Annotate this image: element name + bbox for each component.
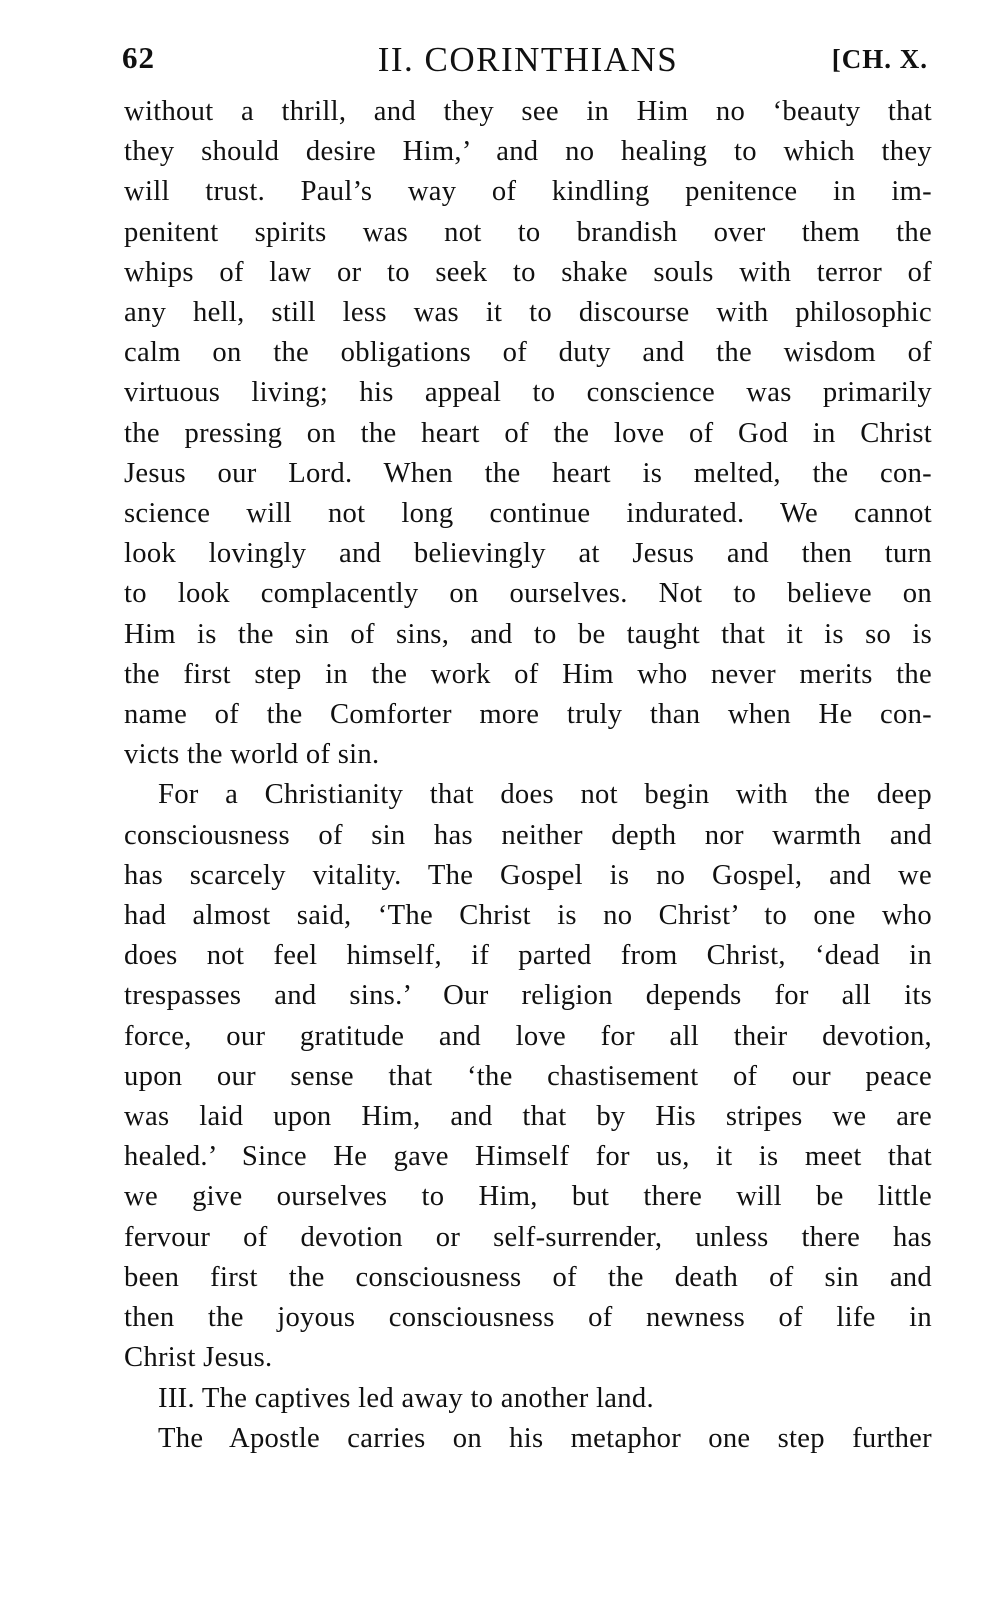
text-line: III. The captives led away to another land.	[158, 1382, 654, 1414]
text-line: The Apostle carries on his metaphor one step further	[158, 1422, 932, 1454]
chapter-reference: [CH. X.	[831, 44, 928, 74]
text-line: healed.’ Since He gave Himself for us, it is meet that	[124, 1141, 932, 1173]
text-line: For a Christianity that does not begin with the deep	[158, 779, 932, 811]
text-line: penitent spirits was not to brandish over them the	[124, 216, 932, 248]
text-line: look lovingly and believingly at Jesus and then turn	[124, 538, 932, 570]
text-line: trespasses and sins.’ Our religion depends for all its	[124, 980, 932, 1012]
text-line: calm on the obligations of duty and the wisdom of	[124, 337, 932, 369]
text-line: fervour of devotion or self-surrender, unless there has	[124, 1221, 932, 1253]
text-line: the first step in the work of Him who never merits the	[124, 658, 932, 690]
running-title: II. CORINTHIANS	[377, 40, 679, 79]
text-line: name of the Comforter more truly than when He con-	[124, 699, 932, 731]
text-line: we give ourselves to Him, but there will be little	[124, 1181, 932, 1213]
text-line: they should desire Him,’ and no healing to which they	[124, 136, 932, 168]
paragraph-1	[124, 92, 932, 775]
text-line: science will not long continue indurated. We cannot	[124, 498, 932, 530]
book-page	[124, 36, 932, 1459]
text-line: Jesus our Lord. When the heart is melted, the con-	[124, 457, 932, 489]
text-line: Him is the sin of sins, and to be taught that it is so is	[124, 618, 932, 650]
text-line: the pressing on the heart of the love of God in Christ	[124, 417, 932, 449]
text-line: then the joyous consciousness of newness of life in	[124, 1302, 932, 1334]
text-line: force, our gratitude and love for all their devotion,	[124, 1020, 932, 1052]
paragraph-2	[124, 775, 932, 1378]
text-line: whips of law or to seek to shake souls with terror of	[124, 256, 932, 288]
section-heading-iii	[124, 1379, 932, 1419]
page-number: 62	[122, 40, 155, 75]
text-line: Christ Jesus.	[124, 1342, 273, 1374]
text-line: without a thrill, and they see in Him no ‘beauty that	[124, 96, 932, 127]
text-line: been first the consciousness of the death of sin and	[124, 1261, 932, 1293]
text-line: was laid upon Him, and that by His stripes we are	[124, 1101, 932, 1133]
text-line: does not feel himself, if parted from Christ, ‘dead in	[124, 940, 932, 972]
paragraph-3	[124, 1419, 932, 1459]
page-header	[124, 36, 932, 92]
text-line: any hell, still less was it to discourse with philosophic	[124, 297, 932, 329]
text-line: virtuous living; his appeal to conscience was primarily	[124, 377, 932, 409]
text-line: to look complacently on ourselves. Not to believe on	[124, 578, 932, 610]
text-line: consciousness of sin has neither depth nor warmth and	[124, 819, 932, 851]
text-line: has scarcely vitality. The Gospel is no Gospel, and we	[124, 859, 932, 891]
text-line: will trust. Paul’s way of kindling penitence in im-	[124, 176, 932, 208]
text-line: had almost said, ‘The Christ is no Christ’ to one who	[124, 900, 932, 932]
text-line: upon our sense that ‘the chastisement of our peace	[124, 1060, 932, 1092]
text-line: victs the world of sin.	[124, 739, 380, 771]
